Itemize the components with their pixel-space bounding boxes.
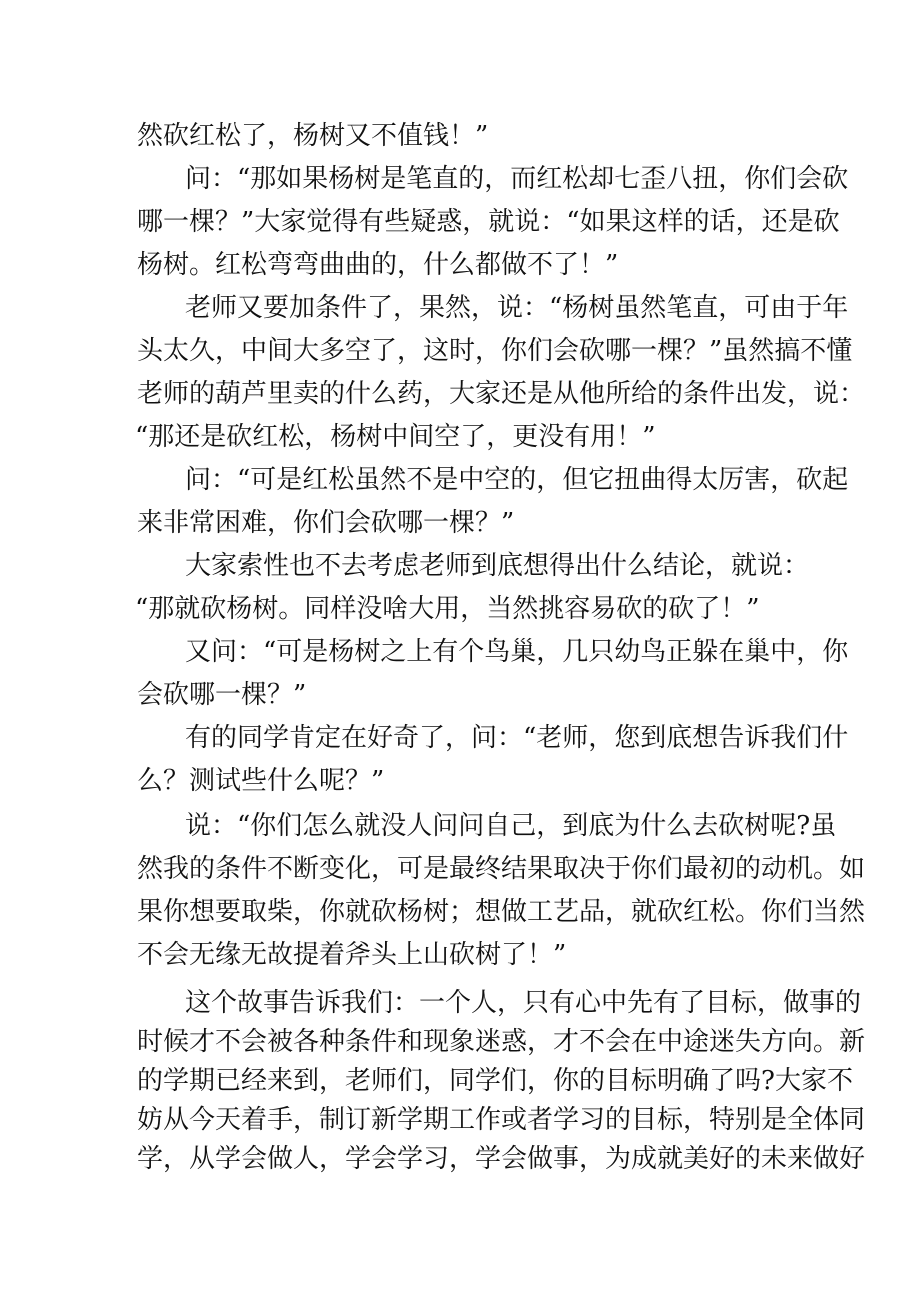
text-line: 来非常困难，你们会砍哪一棵？” [137,508,515,538]
text-line: 么？测试些什么呢？” [137,766,385,796]
text-line: 头太久，中间大多空了，这时，你们会砍哪一棵？”虽然搞不懂 [137,336,853,366]
text-line: 有的同学肯定在好奇了，问：“老师，您到底想告诉我们什 [185,723,849,753]
text-line: 这个故事告诉我们：一个人，只有心中先有了目标，做事的 [185,988,862,1018]
text-line: 哪一棵？”大家觉得有些疑惑，就说：“如果这样的话，还是砍 [137,207,840,237]
text-line: 大家索性也不去考虑老师到底想得出什么结论，就说： [185,551,810,581]
text-line: 的学期已经来到，老师们，同学们，你的目标明确了吗?大家不 [137,1066,853,1096]
text-line: 学，从学会做人，学会学习，学会做事，为成就美好的未来做好 [137,1144,866,1174]
text-line: 杨树。红松弯弯曲曲的，什么都做不了！” [137,250,619,280]
text-line: 果你想要取柴，你就砍杨树；想做工艺品，就砍红松。你们当然 [137,897,866,927]
text-line: 妨从今天着手，制订新学期工作或者学习的目标，特别是全体同 [137,1105,866,1135]
text-line: “那还是砍红松，杨树中间空了，更没有用！” [135,422,656,452]
text-line: 说：“你们怎么就没人问问自己，到底为什么去砍树呢?虽 [185,811,837,841]
text-line: 问：“可是红松虽然不是中空的，但它扭曲得太厉害，砍起 [185,465,849,495]
text-line: 不会无缘无故提着斧头上山砍树了！” [137,940,567,970]
text-line: 老师的葫芦里卖的什么药，大家还是从他所给的条件出发，说： [137,379,866,409]
text-line: 又问：“可是杨树之上有个鸟巢，几只幼鸟正躲在巢中，你 [185,637,849,667]
text-line: 然我的条件不断变化，可是最终结果取决于你们最初的动机。如 [137,854,866,884]
text-line: 时候才不会被各种条件和现象迷惑，才不会在中途迷失方向。新 [137,1027,866,1057]
text-line: 问：“那如果杨树是笔直的，而红松却七歪八扭，你们会砍 [185,164,849,194]
text-line: 会砍哪一棵？” [137,680,307,710]
text-line: “那就砍杨树。同样没啥大用，当然挑容易砍的砍了！” [135,594,760,624]
text-line: 老师又要加条件了，果然，说：“杨树虽然笔直，可由于年 [185,293,849,323]
text-line: 然砍红松了，杨树又不值钱！” [137,121,489,151]
